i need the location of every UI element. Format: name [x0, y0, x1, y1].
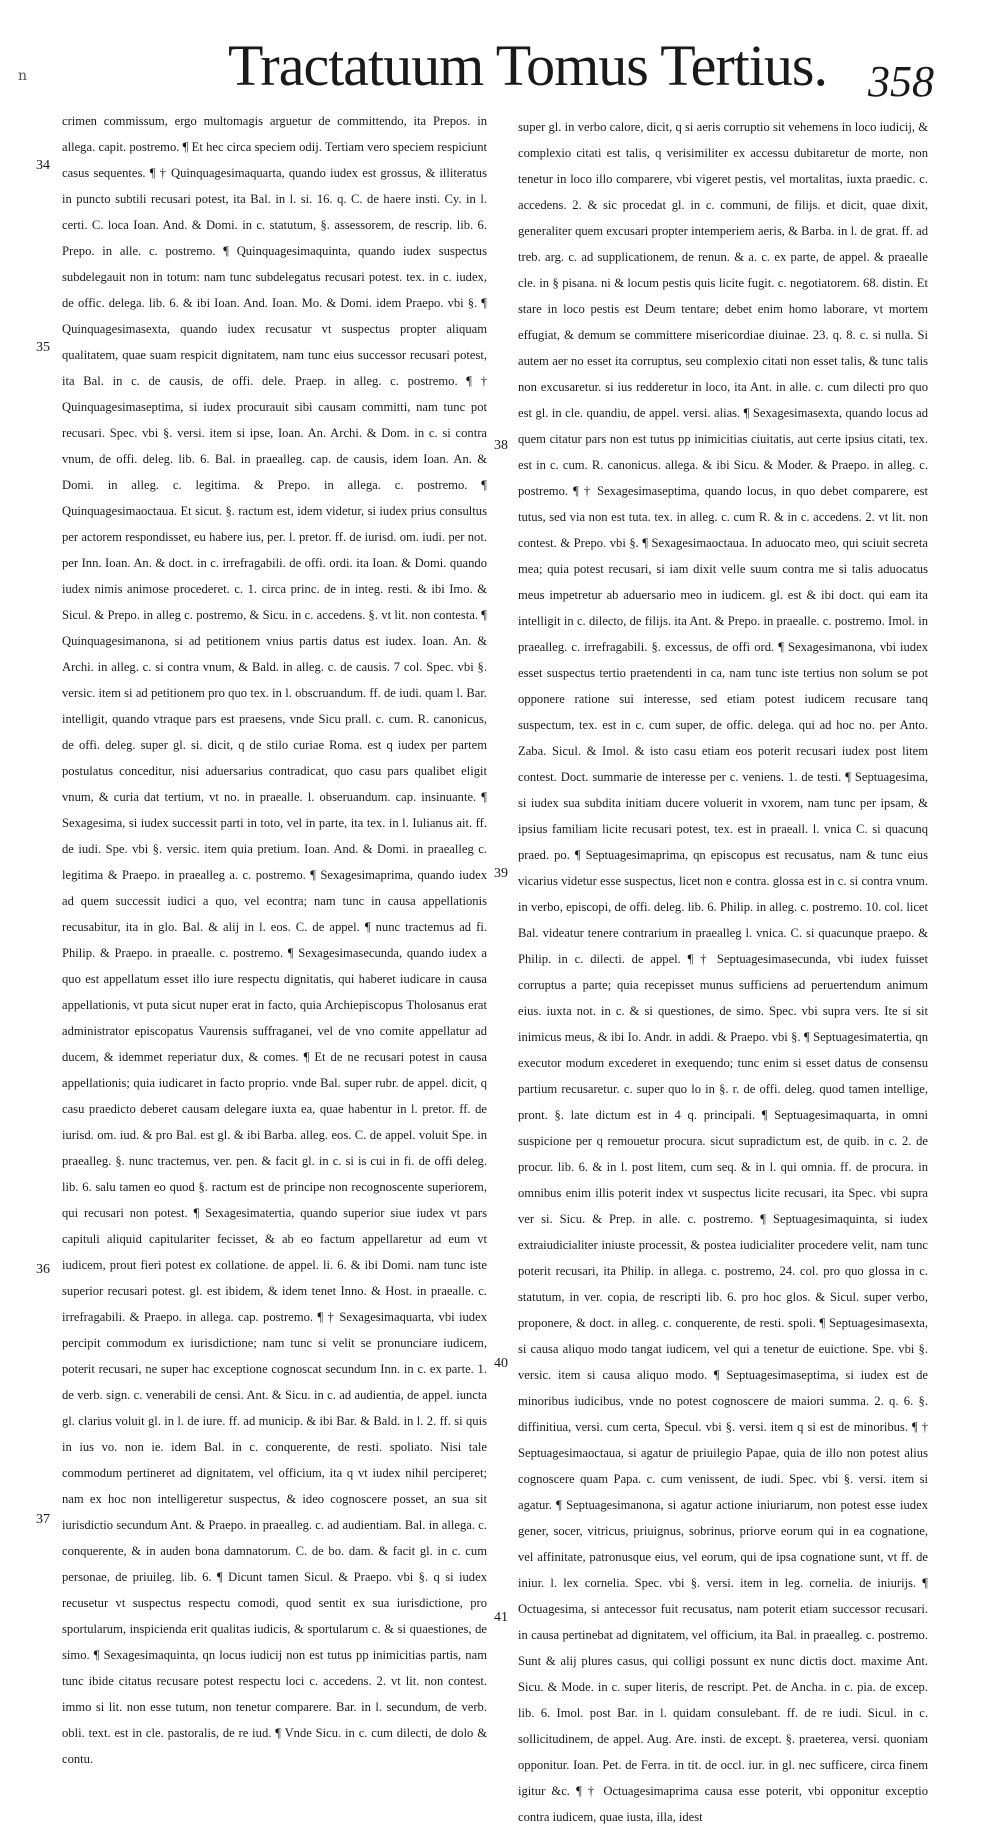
margin-number: 41	[494, 1610, 508, 1625]
margin-number: 38	[494, 438, 508, 453]
right-column-text: super gl. in verbo calore, dicit, q si aeris corruptio sit vehemens in loco iudicij, & complexio citati est talis, q verisimiliter ex accessu dubitaretur de morte, non tenetur in loco illo comparere, vbi vigeret pestis, vel mortalitas, iuxta praedic. c. accedens. 2. & sic procedat gl. in c. communi, de filijs. et dicit, quae dixit, generaliter quem excusari propter intemperiem aeris, & Barba. in l. de grat. ff. ad treb. arg. c. ad supplicationem, de renun. & a. c. ex parte, de appel. & praealle cle. in § pisana. ni & locum pestis quis licite fugit. c. negotiatorem. 68. distin. Et stare in loco pestis est Deum tentare; debet enim homo laborare, vt mortem effugiat, & demum se committere misericordiae diuinae. 23. q. 8. c. si nulla. Si autem aer no esset ita corruptus, seu complexio citati non esset talis, & tunc talis non excusaretur. si ius redderetur in loco, ita Ant. in alle. c. cum dilecti pro quo est gl. in cle. quandiu, de appel. versi. alias. ¶ Sexagesimasexta, quando locus ad quem citatur pars non est tutus pp inimicitias ciuitatis, aut certe ipsius citati, tex. est in c. cum. R. canonicus. allega. & ibi Sicu. & Moder. & Praepo. in alleg. c. postremo. ¶ † Sexagesimaseptima, quando locus, in quo debet comparere, est tutus, sed via non est tuta. tex. in alleg. c. cum R. & in c. accedens. 2. vt lit. non contest. & Prepo. vbi §. ¶ Sexagesimaoctaua. In aduocato meo, qui sciuit secreta mea; quia potest recusari, si iam dixit velle suum contra me si talis aduocatus meus impetretur ab aduersario meo in iudicem. gl. est & ibi doct. qui eam ita intelligit in c. dilecto, de filijs. ita Ant. & Prepo. in praealle. c. postremo. Imol. in praealleg. c. irrefragabili. §. excessus, de offi ord. ¶ Sexagesimanona, vbi iudex esset suspectus tertio praetendenti in ca, nam tunc iste tertius non solum se pot opponere ratione sui interesse, sed etiam potest iudicem recusare tanq suspectum, tex. est in c. cum super, de offic. delega. qui ad hoc no. per Anto. Zaba. Sicul. & Imol. & isto casu etiam eos poterit recusari iudex post litem contest. Doct. summarie de interesse per c. veniens. 1. de testi. ¶ Septuagesima, si iudex sua subdita initiam ducere voluerit in vxorem, nam tunc per ipsam, & ipsius familiam licite recusari potest, tex. est in praeall. l. vnica C. si quacunq praed. po. ¶ Septuagesimaprima, qn episcopus est recusatus, nam & tunc eius vicarius videtur esse suspectus, licet non e contra. glossa est in c. si contra vnum. in verbo, episcopi, de offi. deleg. lib. 6. Philip. in alleg. c. postremo. 10. col. licet Bal. videatur tenere contrarium in praealleg l. vnica. C. si quacunque praepo. & Philip. in c. dilecti. de appel. ¶ † Septuagesimasecunda, vbi iudex fuisset corruptus a parte; quia recepisset munus sufficiens ad peruertendum animum eius. iuxta not. in c. & si questiones, de simo. Spec. vbi supra vers. Ite si sit inimicus meus, & ibi Io. Andr. in addi. & Praepo. vbi §. ¶ Septuagesimatertia, qn executor modum excederet in exequendo; tunc enim si esset datus de consensu partium recusaretur. c. super quo lo in §. r. de offi. deleg. quod tamen intellige, pront. §. late dictum est in 4 q. principali. ¶ Septuagesimaquarta, in omni suspicione per q remouetur procura. sicut supradictum est, de quib. in c. 2. de procur. lib. 6. & in l. post litem, cum seq. & in l. qui omnia. ff. de procura. in omnibus enim illis poterit index vt suspectus licite recusari, ita Spec. vbi supra ver si. Sicu. & Prep. in alle. c. postremo. ¶ Septuagesimaquinta, si iudex extraiudicialiter iniuste processit, & postea iudicialiter procedere velit, nam tunc poterit recusari, ita Philip. in allega. c. postremo, 24. col. pro quo glossa in c. statutum, in ver. copia, de rescripti lib. 6. pro hoc glos. & Sicul. super verbo, proponere, & doct. in alleg. c. conquerente, de resti. spoli. ¶ Septuagesimasexta, si causa aliquo modo tangat iudicem, vel qui a tenetur de euictione. Spe. vbi §. versic. item si causa aliquo modo. ¶ Septuagesimaseptima, si iudex est de minoribus iudicibus, vnde no potest cognoscere de maiori summa. 2. q. 6. §. diffinitiua, versi. cum certa, Specul. vbi §. versi. item q si est de minoribus. ¶ † Septuagesimaoctaua, si agatur de priuilegio Papae, quia de illo non potest alius cognoscere quam Papa. c. cum venissent, de iudi. Spec. vbi §. versi. item si agatur. ¶ Septuagesimanona, si agatur actione iniuriarum, non potest esse iudex gener, socer, vitricus, priuignus, sobrinus, priorve eorum qui in ea cognatione, vel affinitate, patronusque eius, vel eorum, qui de ipsa cognatione sunt, vt ff. de iniur. l. lex cornelia. Spec. vbi §. versi. item in leg. cornelia. de iniurijs. ¶ Octuagesima, si antecessor fuit recusatus, nam poterit etiam successor recusari. in causa pertinebat ad dignitatem, vel officium, ita Bal. in praealleg. c. postremo. Sunt & alij plures casus, qui colligi possunt ex nunc dictis doct. maxime Ant. Sicu. & Mode. in c. super literis, de rescript. Pet. de Ancha. in c. pia. de excep. lib. 6. Imol. post Bar. in l. quidam consulebant. ff. de re iudi. Sicul. in c. sollicitudinem, de appel. Aug. Are. insti. de except. §. praeterea, versi. quoniam opponitur. Ioan. Pet. de Ferra. in tit. de occl. iur. in gl. nec sufficere, circa finem igitur &c. ¶ † Octuagesimaprima causa esse poterit, vbi opponitur exceptio contra iudicem, quae iusta, illa, idest	[518, 120, 928, 1824]
margin-number: 37	[36, 1512, 50, 1527]
margin-number: 36	[36, 1262, 50, 1277]
margin-number: 34	[36, 158, 50, 173]
margin-number: 39	[494, 866, 508, 881]
left-column	[62, 108, 487, 1766]
right-column	[518, 114, 928, 1824]
folio-number: 358	[868, 57, 934, 106]
margin-mark: n	[18, 68, 28, 84]
running-head: Tractatuum Tomus Tertius.	[228, 33, 827, 98]
left-column-text: crimen commissum, ergo multomagis arguetur de committendo, ita Prepos. in allega. capit. postremo. ¶ Et hec circa speciem odij. Tertiam vero speciem respiciunt casus sequentes. ¶ † Quinquagesimaquarta, quando iudex est grossus, & illiteratus in puncto subtili recusari potest, ita Bal. in l. si. 16. q. C. de haere insti. Cy. in l. certi. C. loca Ioan. And. & Domi. in c. statutum, §. assessorem, de rescrip. lib. 6. Prepo. in alle. c. postremo. ¶ Quinquagesimaquinta, quando iudex suspectus subdelegauit non in totum: nam tunc subdelegatus recusari potest. tex. in c. iudex, de offic. delega. lib. 6. & ibi Ioan. And. Ioan. Mo. & Domi. idem Praepo. vbi §. ¶ Quinquagesimasexta, quando iudex recusatur vt suspectus propter aliquam qualitatem, quae suam respicit dignitatem, nam tunc eius successor recusari potest, ita Bal. in c. de causis, de offi. dele. Praep. in alleg. c. postremo. ¶ † Quinquagesimaseptima, si iudex procurauit sibi causam committi, nam tunc pot recusari. Spec. vbi §. versi. item si ipse, Ioan. An. Archi. & Dom. in c. si contra vnum, de offi. deleg. lib. 6. Bal. in praealleg. cap. de causis, idem Ioan. An. & Domi. in alleg. c. legitima. & Prepo. in allega. c. postremo. ¶ Quinquagesimaoctaua. Et sicut. §. ractum est, idem videtur, si iudex prius consultus per actorem respondisset, eu habere ius, per. l. pretor. ff. de iurisd. om. iudi. per not. per Inn. Ioan. An. & doct. in c. irrefragabili. de offi. ordi. ita Ioan. & Domi. quando iudex nimis animose procederet. c. 1. circa princ. de in integ. resti. & ibi Imo. & Sicul. & Prepo. in alleg c. postremo, & Sicu. in c. accedens. §. vt lit. non contesta. ¶ Quinquagesimanona, si ad petitionem vnius partis datus est iudex. Ioan. An. & Archi. in alleg. c. si contra vnum, & Bald. in alleg. c. de causis. 7 col. Spec. vbi §. versic. item si ad petitionem pro quo tex. in l. obscruandum. ff. de iudi. quam l. Bar. intelligit, quando vtraque pars est praesens, vnde Sicu prall. c. cum. R. canonicus, de offi. deleg. super gl. si. dicit, q de stilo curiae Roma. est q iudex per partem postulatus conceditur, nisi aduersarius contradicat, quo casu pars qualibet eligit vnum, & curia dat tertium, vt no. in praealle. l. obseruandum. cap. insinuante. ¶ Sexagesima, si iudex successit parti in toto, vel in parte, ita tex. in l. Iulianus ait. ff. de iudi. Spe. vbi §. versic. item quia pretium. Ioan. And. & Domi. in praealleg c. legitima & Praepo. in praealleg a. c. postremo. ¶ Sexagesimaprima, quando iudex ad quem successit iudici a quo, vel econtra; nam tunc in causa appellationis recusabitur, ita in glo. Bal. & alij in l. eos. C. de appel. ¶ nunc tractemus ad fi. Philip. & Praepo. in praealle. c. postremo. ¶ Sexagesimasecunda, quando iudex a quo est appellatum esset illo iure respectu dignitatis, qui haberet iudicare in causa appellationis, vt puta sicut nuper erat in facto, quia Archiepiscopus Tholosanus erat administrator episcopatus Vaurensis suffraganei, vel de vno comite appellatur ad ducem, & idemmet reperiatur dux, & comes. ¶ Et de ne recusari potest in causa appellationis; quia iudicaret in facto proprio. vnde Bal. super rubr. de appel. dicit, q casu praedicto deberet causam delegare iuxta ea, quae habentur in l. pretor. ff. de iurisd. om. iud. & pro Bal. est gl. & ibi Barba. alleg. eos. C. de appel. voluit Spe. in praealleg. §. nunc tractemus, ver. pen. & facit gl. in c. si is cui in fi. de offi deleg. lib. 6. salu tamen eo quod §. ractum est de principe non recognoscente superiorem, qui recusari non potest. ¶ Sexagesimatertia, quando superior siue iudex vt pars capituli aliquid capitulariter fecisset, & ab eo factum appellaretur ad eum vt iudicem, prout fieri potest ex collatione. de appel. li. 6. & ibi Domi. nam tunc iste superior recusari potest. gl. est ibidem, & idem tenet Inno. & Host. in praealle. c. irrefragabili. & Praepo. in allega. cap. postremo. ¶ † Sexagesimaquarta, vbi iudex percipit commodum ex iurisdictione; nam tunc si velit se pronunciare iudicem, poterit recusari, ne super hac exceptione cognoscat secundum Inn. in c. ex parte. 1. de verb. sign. c. venerabili de censi. Ant. & Sicu. in c. ad audientia, de appel. iuncta gl. clarius voluit gl. in l. de iure. ff. ad municip. & ibi Bar. & Bald. in l. 2. ff. si quis in ius vo. non ie. idem Bal. in c. conquerente, de resti. spoliato. Nisi tale commodum pertineret ad dignitatem, vel officium, ita q vt iudex nihil perciperet; nam ex hoc non intelligeretur suspectus, & ideo cognoscere posset, an sua sit iurisdictio secundum Ant. & Praepo. in praealleg. c. ad audientiam. Bal. in allega. c. conquerente, & in auden bona damnatorum. C. de bo. dam. & facit gl. in c. cum personae, de priuileg. lib. 6. ¶ Dicunt tamen Sicul. & Praepo. vbi §. q si iudex recusetur vt suspectus respectu comodi, quod sentit ex sua iurisdictione, pro sportularum, inspicienda erit qualitas iudicis, & sportularum c. & si quaestiones, de simo. ¶ Sexagesimaquinta, qn locus iudicij non est tutus pp inimicitias partis, nam tunc ibide citatus recusare potest respectu loci c. accedens. 2. vt lit. non contest. immo si lit. non esse tutum, non tenetur comparere. Bar. in l. secundum, de verb. obli. text. est in cle. pastoralis, de re iud. ¶ Vnde Sicu. in c. cum dilecti, de dolo & contu.	[62, 114, 487, 1766]
margin-number: 40	[494, 1356, 508, 1371]
margin-number: 35	[36, 340, 50, 355]
